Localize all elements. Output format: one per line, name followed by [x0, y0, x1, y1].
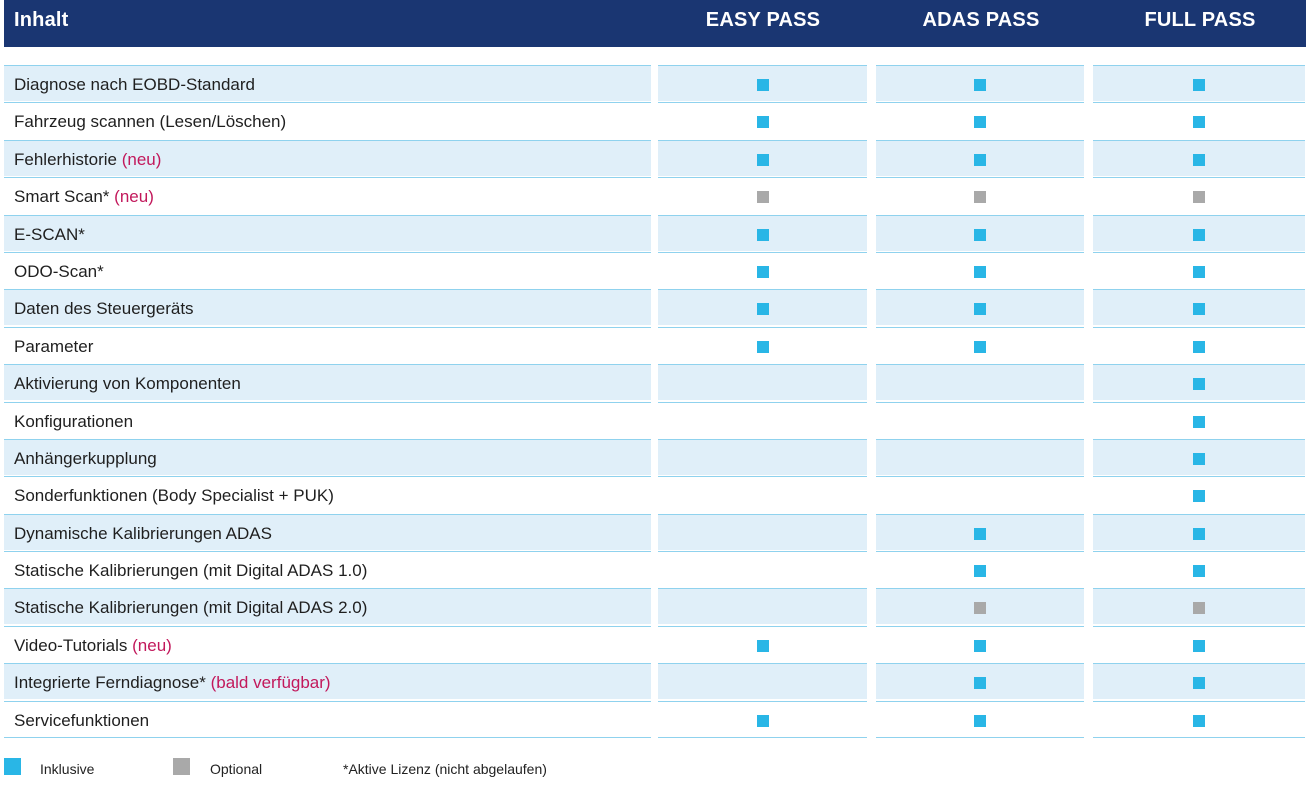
plan-cell-easy-pass	[658, 663, 867, 699]
included-marker-icon	[974, 79, 986, 91]
plan-cell-adas-pass	[876, 252, 1084, 288]
header-content-label: Inhalt	[14, 9, 69, 31]
feature-cell	[4, 252, 651, 288]
feature-cell	[4, 327, 651, 363]
optional-marker-icon	[974, 191, 986, 203]
plan-cell-easy-pass	[658, 588, 867, 624]
plan-cell-adas-pass	[876, 289, 1084, 325]
included-marker-icon	[757, 640, 769, 652]
included-marker-icon	[757, 229, 769, 241]
plan-cell-easy-pass	[658, 439, 867, 475]
feature-label	[14, 664, 331, 700]
included-marker-icon	[757, 154, 769, 166]
feature-label	[14, 365, 241, 401]
table-row	[0, 588, 1308, 625]
plan-cell-easy-pass	[658, 140, 867, 176]
feature-name: Diagnose nach EOBD-Standard	[14, 75, 255, 94]
plan-cell-adas-pass	[876, 626, 1084, 662]
included-marker-icon	[757, 79, 769, 91]
optional-marker-icon	[1193, 191, 1205, 203]
included-marker-icon	[757, 266, 769, 278]
optional-marker-icon	[1193, 602, 1205, 614]
included-marker-icon	[1193, 116, 1205, 128]
plan-cell-easy-pass	[658, 701, 867, 738]
included-marker-icon	[974, 303, 986, 315]
table-row	[0, 402, 1308, 439]
feature-label	[14, 589, 367, 625]
feature-name: Smart Scan*	[14, 187, 110, 207]
plan-cell-full-pass	[1093, 327, 1305, 363]
feature-cell	[4, 177, 651, 213]
feature-label	[14, 440, 157, 476]
feature-cell	[4, 663, 651, 699]
plan-cell-easy-pass	[658, 252, 867, 288]
table-row	[0, 701, 1308, 738]
table-row	[0, 65, 1308, 102]
plan-cell-easy-pass	[658, 65, 867, 101]
included-marker-icon	[1193, 378, 1205, 390]
feature-cell	[4, 402, 651, 438]
legend	[0, 756, 1308, 782]
feature-label	[14, 141, 161, 177]
feature-name: Servicefunktionen	[14, 710, 150, 730]
plan-cell-adas-pass	[876, 65, 1084, 101]
feature-cell	[4, 514, 651, 550]
included-marker-icon	[1193, 715, 1205, 727]
plan-cell-adas-pass	[876, 476, 1084, 512]
plan-cell-adas-pass	[876, 327, 1084, 363]
feature-label	[14, 253, 104, 289]
included-marker-icon	[974, 677, 986, 689]
plan-cell-adas-pass	[876, 663, 1084, 699]
feature-name: E-SCAN*	[14, 224, 85, 244]
legend-footnote: *Aktive Lizenz (nicht abgelaufen)	[343, 761, 547, 777]
feature-name: Statische Kalibrierungen (mit Digital ADAS 1.0)	[14, 561, 368, 581]
plan-cell-easy-pass	[658, 215, 867, 251]
plan-cell-easy-pass	[658, 514, 867, 550]
plan-cell-adas-pass	[876, 177, 1084, 213]
included-marker-icon	[974, 154, 986, 166]
feature-cell	[4, 588, 651, 624]
included-marker-icon	[1193, 303, 1205, 315]
feature-name: Statische Kalibrierungen (mit Digital ADAS 2.0)	[14, 598, 368, 618]
plan-cell-easy-pass	[658, 476, 867, 512]
feature-cell	[4, 476, 651, 512]
feature-name: Sonderfunktionen (Body Specialist + PUK)	[14, 486, 334, 506]
feature-name: Aktivierung von Komponenten	[14, 374, 241, 394]
feature-table	[0, 65, 1308, 738]
included-marker-icon	[974, 341, 986, 353]
table-row	[0, 364, 1308, 401]
feature-label	[14, 290, 194, 326]
table-row	[0, 252, 1308, 289]
feature-label	[14, 627, 172, 663]
table-row	[0, 551, 1308, 588]
included-marker-icon	[1193, 528, 1205, 540]
feature-note: (neu)	[114, 187, 154, 207]
feature-cell	[4, 102, 651, 138]
plan-cell-adas-pass	[876, 551, 1084, 587]
plan-cell-easy-pass	[658, 177, 867, 213]
plan-cell-adas-pass	[876, 439, 1084, 475]
plan-cell-adas-pass	[876, 102, 1084, 138]
feature-cell	[4, 439, 651, 475]
feature-label	[14, 515, 272, 551]
optional-marker-icon	[757, 191, 769, 203]
plan-cell-adas-pass	[876, 364, 1084, 400]
plan-cell-full-pass	[1093, 65, 1305, 101]
plan-cell-adas-pass	[876, 140, 1084, 176]
included-swatch-icon	[4, 758, 21, 775]
table-row	[0, 215, 1308, 252]
feature-label	[14, 216, 85, 252]
plan-cell-full-pass	[1093, 102, 1305, 138]
feature-note: (bald verfügbar)	[210, 673, 331, 693]
feature-name: Daten des Steuergeräts	[14, 299, 194, 319]
optional-marker-icon	[974, 602, 986, 614]
table-row	[0, 102, 1308, 139]
header-plan-full-pass: FULL PASS	[1144, 9, 1256, 31]
plan-cell-full-pass	[1093, 364, 1305, 400]
feature-cell	[4, 626, 651, 662]
plan-cell-easy-pass	[658, 551, 867, 587]
feature-name: Video-Tutorials	[14, 635, 128, 655]
plan-cell-full-pass	[1093, 626, 1305, 662]
plan-cell-full-pass	[1093, 439, 1305, 475]
included-marker-icon	[974, 715, 986, 727]
feature-name: Anhängerkupplung	[14, 448, 157, 468]
table-row	[0, 140, 1308, 177]
plan-cell-adas-pass	[876, 701, 1084, 738]
feature-cell	[4, 215, 651, 251]
feature-cell	[4, 65, 651, 101]
feature-name: ODO-Scan*	[14, 261, 104, 281]
plan-cell-full-pass	[1093, 177, 1305, 213]
feature-label	[14, 66, 255, 102]
header-plan-easy-pass: EASY PASS	[705, 9, 821, 31]
plan-cell-full-pass	[1093, 663, 1305, 699]
feature-label	[14, 328, 93, 364]
feature-cell	[4, 364, 651, 400]
included-marker-icon	[1193, 490, 1205, 502]
header-plan-adas-pass: ADAS PASS	[922, 9, 1040, 31]
table-row	[0, 626, 1308, 663]
plan-cell-full-pass	[1093, 476, 1305, 512]
feature-cell	[4, 289, 651, 325]
included-marker-icon	[1193, 640, 1205, 652]
table-row	[0, 663, 1308, 700]
feature-name: Konfigurationen	[14, 411, 134, 431]
table-row	[0, 439, 1308, 476]
optional-swatch-icon	[173, 758, 190, 775]
plan-cell-adas-pass	[876, 215, 1084, 251]
included-marker-icon	[974, 565, 986, 577]
included-marker-icon	[757, 303, 769, 315]
feature-name: Integrierte Ferndiagnose*	[14, 673, 206, 693]
plan-cell-easy-pass	[658, 364, 867, 400]
plan-cell-full-pass	[1093, 402, 1305, 438]
plan-cell-easy-pass	[658, 289, 867, 325]
plan-cell-full-pass	[1093, 701, 1305, 738]
plan-cell-full-pass	[1093, 289, 1305, 325]
feature-name: Dynamische Kalibrierungen ADAS	[14, 523, 272, 543]
feature-cell	[4, 551, 651, 587]
feature-label	[14, 103, 286, 139]
included-marker-icon	[1193, 677, 1205, 689]
feature-note: (neu)	[121, 149, 162, 169]
included-marker-icon	[1193, 565, 1205, 577]
legend-included-label: Inklusive	[40, 761, 95, 777]
feature-label	[14, 552, 367, 588]
feature-note: (neu)	[132, 635, 172, 655]
included-marker-icon	[757, 116, 769, 128]
plan-cell-full-pass	[1093, 215, 1305, 251]
included-marker-icon	[974, 528, 986, 540]
included-marker-icon	[1193, 341, 1205, 353]
table-row	[0, 476, 1308, 513]
plan-cell-easy-pass	[658, 626, 867, 662]
included-marker-icon	[974, 640, 986, 652]
plan-cell-adas-pass	[876, 402, 1084, 438]
plan-cell-easy-pass	[658, 102, 867, 138]
plan-cell-adas-pass	[876, 588, 1084, 624]
table-row	[0, 327, 1308, 364]
table-header	[4, 0, 1306, 47]
plan-cell-full-pass	[1093, 588, 1305, 624]
plan-cell-full-pass	[1093, 514, 1305, 550]
included-marker-icon	[974, 266, 986, 278]
included-marker-icon	[1193, 229, 1205, 241]
included-marker-icon	[1193, 154, 1205, 166]
feature-cell	[4, 140, 651, 176]
feature-name: Fahrzeug scannen (Lesen/Löschen)	[14, 112, 287, 132]
table-row	[0, 177, 1308, 214]
included-marker-icon	[1193, 266, 1205, 278]
plan-cell-full-pass	[1093, 551, 1305, 587]
feature-cell	[4, 701, 651, 738]
feature-label	[14, 403, 133, 439]
included-marker-icon	[757, 715, 769, 727]
plan-cell-easy-pass	[658, 402, 867, 438]
included-marker-icon	[974, 229, 986, 241]
feature-label	[14, 178, 154, 214]
included-marker-icon	[1193, 453, 1205, 465]
legend-optional-label: Optional	[210, 761, 263, 777]
included-marker-icon	[974, 116, 986, 128]
plan-cell-full-pass	[1093, 252, 1305, 288]
included-marker-icon	[757, 341, 769, 353]
table-row	[0, 289, 1308, 326]
plan-cell-full-pass	[1093, 140, 1305, 176]
table-row	[0, 514, 1308, 551]
included-marker-icon	[1193, 79, 1205, 91]
feature-label	[14, 477, 334, 513]
feature-label	[14, 702, 149, 738]
feature-name: Fehlerhistorie	[14, 149, 117, 169]
plan-cell-adas-pass	[876, 514, 1084, 550]
included-marker-icon	[1193, 416, 1205, 428]
plan-cell-easy-pass	[658, 327, 867, 363]
feature-name: Parameter	[14, 336, 94, 356]
